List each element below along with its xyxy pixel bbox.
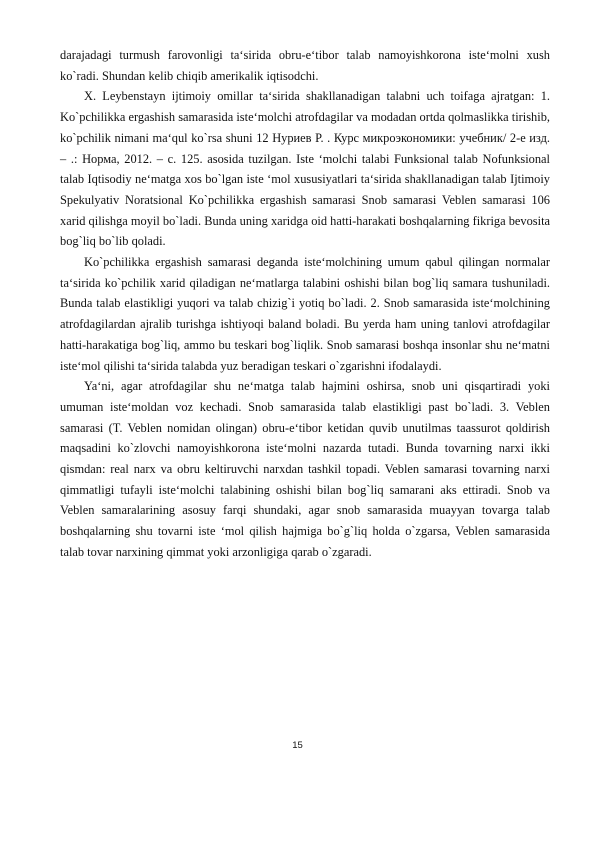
paragraph-3: Ko`pchilikka ergashish samarasi deganda iste‘molchining umum qabul qilingan normalar ta‘sirida ko`pchilik xarid qiladigan ne‘matlarga talabini oshishi bilan bog`liq samara tushuniladi. Bunda talab elastikligi yuqori va talab chizig`i yotiq bo`ladi. 2. Snob samarasida iste‘molchining atrofdagilardan ajralib turishga ishtiyoqi baland boladi. Bu yerda ham uning tanlovi atrofdagilar hatti-harakatiga bog`liq, ammo bu teskari bog`liqlik. Snob samarasi boshqa insonlar shu ne‘matni iste‘mol qilishi ta‘sirida talabda yuz beradigan teskari o`zgarishni ifodalaydi. <box>60 255 550 373</box>
paragraph-1: darajadagi turmush farovonligi ta‘sirida obru-e‘tibor talab namoyishkorona iste‘molni xush ko`radi. Shundan kelib chiqib amerikalik iqtisodchi. <box>60 48 550 83</box>
document-body <box>60 45 550 563</box>
paragraph-2: X. Leybenstayn ijtimoiy omillar ta‘sirida shakllanadigan talabni uch toifaga ajratgan: 1. Ko`pchilikka ergashish samarasida iste‘molchi atrofdagilar va modadan ortda qolmaslikka tirishib, ko`pchilik nimani ma‘qul ko`rsa shuni 12 Нуриев Р. . Курс микроэкономики: учебник/ 2-е изд. – .: Норма, 2012. – с. 125. asosida tuzilgan. Iste ‘molchi talabi Funksional talab Nofunksional talab Iqtisodiy ne‘matga xos bo`lgan iste ‘mol xususiyatlari ta‘sirida shakllanadigan talab Ijtimoiy Spekulyativ Noratsional Ko`pchilikka ergashish samarasi Snob samarasi Veblen samarasi 106 xarid qilishga moyil bo`ladi. Bunda uning xaridga oid hatti-harakati boshqalarning fikriga bevosita bog`liq bo`lib qoladi. <box>60 89 551 249</box>
page-number: 15 <box>292 740 303 751</box>
paragraph-4: Ya‘ni, agar atrofdagilar shu ne‘matga talab hajmini oshirsa, snob uni qisqartiradi yoki umuman iste‘moldan voz kechadi. Snob samarasida talab elastikligi past bo`ladi. 3. Veblen samarasi (T. Veblen nomidan olingan) obru-e‘tibor ketidan quvib unutilmas taassurot qoldirish maqsadini ko`zlovchi namoyishkorona iste‘molni nazarda tutadi. Bunda tovarning narxi ikki qismdan: real narx va obru keltiruvchi narxdan tashkil topadi. Veblen samarasi tovarning narxi qimmatligi tufayli iste‘molchi talabining oshishi bilan bog`liq samarani aks ettiradi. Snob va Veblen samaralarining asosuy farqi shundaki, agar snob samarasida muayyan tovarga talab boshqalarning shu tovarni iste ‘mol qilish hajmiga bo`g`liq holda o`zgarsa, Veblen samarasida talab tovar narxining qimmat yoki arzonligiga qarab o`zgaradi. <box>60 379 550 559</box>
